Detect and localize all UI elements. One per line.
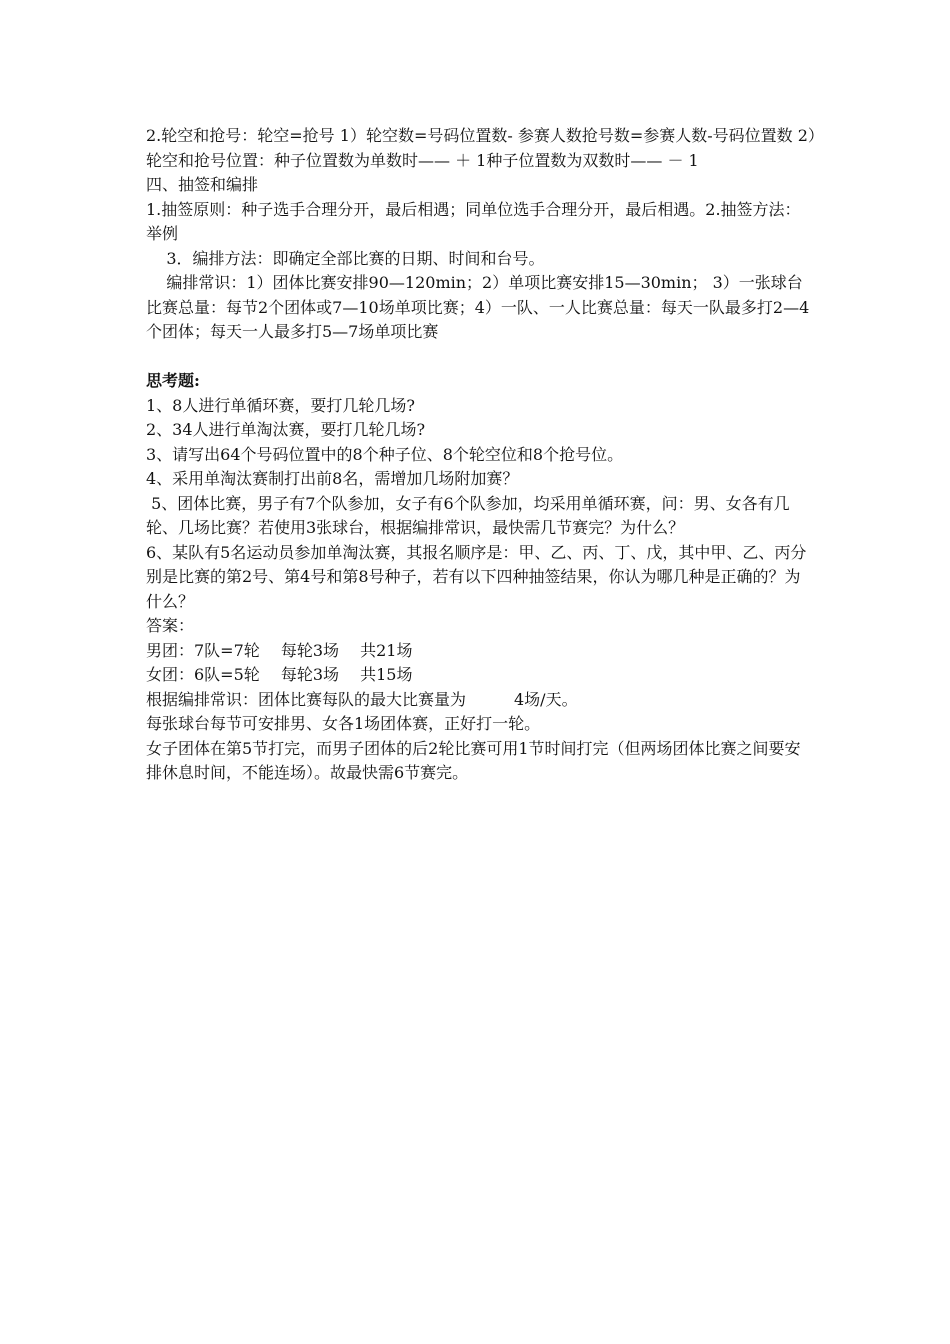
draw-section-heading: 四、抽签和编排	[146, 175, 259, 194]
question-4: 4、采用单淘汰赛制打出前8名，需增加几场附加赛？	[146, 469, 519, 488]
answer-line-capacity: 根据编排常识：团体比赛每队的最大比赛量为 4场/天。	[146, 689, 578, 709]
arrangement-method-paragraph: 3．编排方法：即确定全部比赛的日期、时间和台号。	[166, 248, 545, 268]
answer-line-table: 每张球台每节可安排男、女各1场团体赛，正好打一轮。	[146, 714, 541, 733]
question-1: 1、8人进行单循环赛，要打几轮几场?	[146, 395, 415, 415]
answer-line-conclusion: 女子团体在第5节打完，而男子团体的后2轮比赛可用1节时间打完（但两场团体比赛之间要安排休息时间，不能连场）。故最快需6节赛完。	[146, 738, 801, 782]
spacer	[146, 345, 816, 370]
draw-principle-paragraph: 1.抽签原则：种子选手合理分开，最后相遇；同单位选手合理分开，最后相遇。2.抽签方法：举例	[146, 199, 801, 243]
questions-heading: 思考题:	[146, 371, 200, 390]
answer-line-men: 男团：7队=7轮 每轮3场 共21场	[146, 640, 413, 660]
question-6: 6、某队有5名运动员参加单淘汰赛，其报名顺序是：甲、乙、丙、丁、戊，其中甲、乙、丙分别是比赛的第2号、第4号和第8号种子，若有以下四种抽签结果，你认为哪几种是正确的？为什么？	[146, 542, 807, 611]
bye-paragraph: 2.轮空和抢号：轮空=抢号 1）轮空数=号码位置数- 参赛人数抢号数=参赛人数-号码位置数 2）轮空和抢号位置：种子位置数为单数时—— ＋ 1种子位置数为双数时—— － 1	[146, 126, 816, 170]
question-3: 3、请写出64个号码位置中的8个种子位、8个轮空位和8个抢号位。	[146, 444, 624, 464]
question-5: 5、团体比赛，男子有7个队参加，女子有6个队参加，均采用单循环赛，问：男、女各有几轮、几场比赛？若使用3张球台，根据编排常识，最快需几节赛完？为什么？	[146, 493, 790, 537]
answer-line-women: 女团：6队=5轮 每轮3场 共15场	[146, 665, 413, 684]
document-page	[146, 124, 816, 786]
answer-heading: 答案：	[146, 616, 195, 635]
arrangement-common-sense-paragraph: 编排常识：1）团体比赛安排90—120min；2）单项比赛安排15—30min； 3）一张球台比赛总量：每节2个团体或7—10场单项比赛；4）一队、一人比赛总量：每天一队最多打2—4个团体；每天一人最多打5—7场单项比赛	[146, 273, 810, 341]
question-2: 2、34人进行单淘汰赛，要打几轮几场?	[146, 420, 426, 439]
